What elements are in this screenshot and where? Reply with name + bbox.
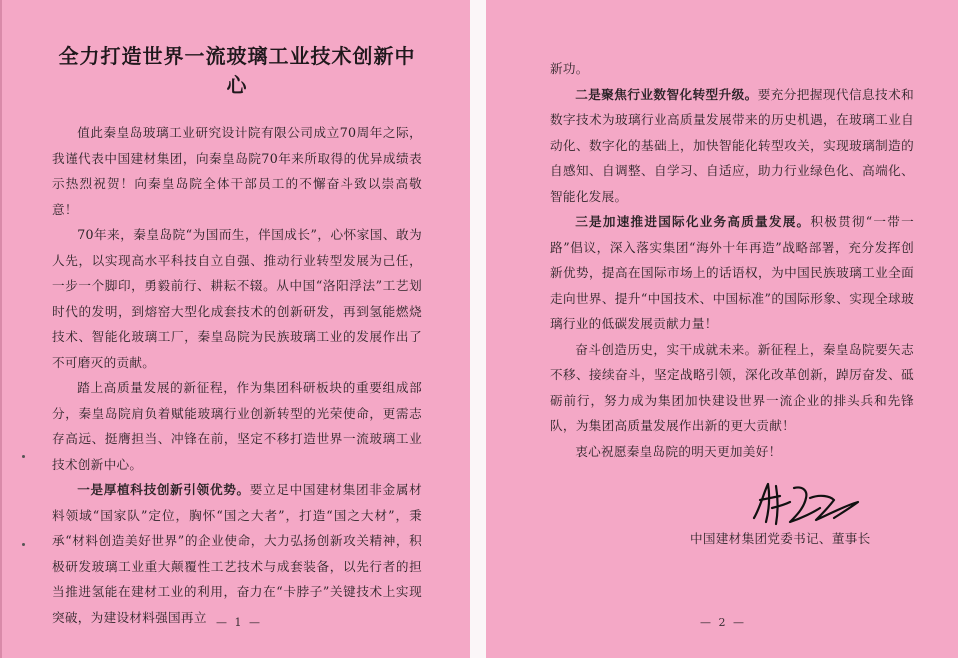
paragraph-point-three [550,209,914,337]
paragraph-wish: 衷心祝愿秦皇岛院的明天更加美好！ [575,443,782,459]
handwritten-signature [750,478,870,530]
signatory-title: 中国建材集团党委书记、董事长 [690,531,871,546]
page-number-1: — 1 — [216,616,262,629]
margin-dot [22,455,25,458]
margin-dot [22,543,25,546]
point-two-heading: 二是聚焦行业数智化转型升级。 [575,86,758,102]
point-one-body: 要立足中国建材集团非金属材料领域“国家队”定位，胸怀“国之大者”，打造“国之大材”，秉承“材料创造美好世界”的企业使命，大力弘扬创新攻关精神，积极研发玻璃工业重大颠覆性工艺技术与成套装备，以先行者的担当推进氢能在建材工业的利用，奋力在“卡脖子”关键技术上实现突破，为建设材料强国再立 [52,482,422,625]
page-edge [0,0,2,658]
point-three-body: 积极贯彻“一带一路”倡议，深入落实集团“海外十年再造”战略部署，充分发挥创新优势，提高在国际市场上的话语权，为中国民族玻璃工业全面走向世界、提升“中国技术、中国标准”的国际形象、实现全球玻璃行业的低碳发展贡献力量！ [550,214,914,331]
page-2 [486,0,958,658]
document-title: 全力打造世界一流玻璃工业技术创新中心 [58,44,416,97]
paragraph-point-two [550,82,914,210]
paragraph-history: 70年来，秦皇岛院“为国而生，伴国成长”，心怀家国、敢为人先，以实现高水平科技自立自强、推动行业转型发展为己任，一步一个脚印，勇毅前行、耕耘不辍。从中国“洛阳浮法”工艺划时代的发明，到熔窑大型化成套技术的创新研发，再到氢能燃烧技术、智能化玻璃工厂，秦皇岛院为民族玻璃工业的发展作出了不可磨灭的贡献。 [52,227,422,370]
paragraph-intro: 值此秦皇岛玻璃工业研究设计院有限公司成立70周年之际，我谨代表中国建材集团，向秦皇岛院70年来所取得的优异成绩表示热烈祝贺！向秦皇岛院全体干部员工的不懈奋斗致以崇高敬意！ [52,125,422,217]
page-1 [0,0,470,658]
paragraph-closing: 奋斗创造历史，实干成就未来。新征程上，秦皇岛院要矢志不移、接续奋斗，坚定战略引领，深化改革创新，踔厉奋发、砥砺前行，努力成为集团加快建设世界一流企业的排头兵和先锋队，为集团高质量发展作出新的更大贡献！ [550,341,914,433]
point-three-heading: 三是加速推进国际化业务高质量发展。 [575,214,811,229]
point-one-heading: 一是厚植科技创新引领优势。 [77,482,250,497]
page-gutter [470,0,486,658]
page-number-2: — 2 — [700,616,746,629]
paragraph-point-one [52,477,422,630]
point-two-body: 要充分把握现代信息技术和数字技术为玻璃行业高质量发展带来的历史机遇，在玻璃工业自动化、数字化的基础上，加快智能化转型攻关，实现玻璃制造的自感知、自调整、自学习、自适应，助力行业绿色化、高端化、智能化发展。 [550,86,914,204]
paragraph-mission: 踏上高质量发展的新征程，作为集团科研板块的重要组成部分，秦皇岛院肩负着赋能玻璃行业创新转型的光荣使命，更需志存高远、挺膺担当、冲锋在前，坚定不移打造世界一流玻璃工业技术创新中心。 [52,380,422,472]
paragraph-continuation: 新功。 [550,61,589,76]
